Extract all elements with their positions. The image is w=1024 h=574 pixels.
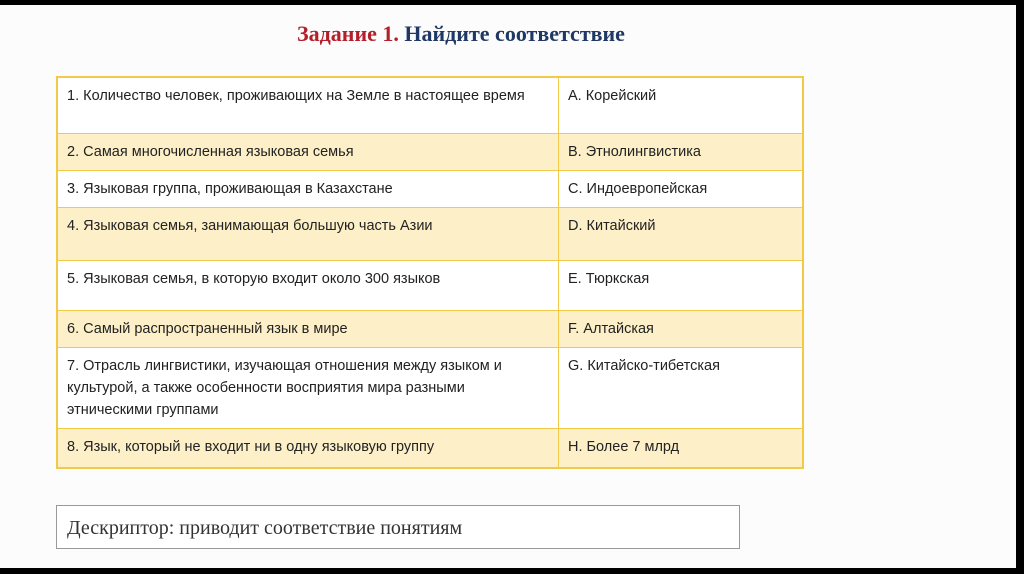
question-cell: 5. Языковая семья, в которую входит около 300 языков xyxy=(57,260,559,310)
question-cell: 4. Языковая семья, занимающая большую часть Азии xyxy=(57,207,559,260)
table-row xyxy=(57,428,803,468)
question-cell: 1. Количество человек, проживающих на Земле в настоящее время xyxy=(57,77,559,133)
table-row xyxy=(57,77,803,133)
question-cell: 2. Самая многочисленная языковая семья xyxy=(57,133,559,170)
answer-cell: E. Тюркская xyxy=(559,260,804,310)
table-row xyxy=(57,310,803,347)
descriptor-box: Дескриптор: приводит соответствие понятиям xyxy=(56,505,740,549)
slide xyxy=(0,5,1016,568)
title-text: Найдите соответствие xyxy=(404,21,625,46)
table-row xyxy=(57,347,803,428)
table-row xyxy=(57,260,803,310)
title-prefix: Задание 1. xyxy=(297,21,399,46)
matching-table xyxy=(56,76,804,469)
answer-cell: B. Этнолингвистика xyxy=(559,133,804,170)
table-row xyxy=(57,170,803,207)
answer-cell: F. Алтайская xyxy=(559,310,804,347)
answer-cell: A. Корейский xyxy=(559,77,804,133)
question-cell: 7. Отрасль лингвистики, изучающая отношения между языком и культурой, а также особенности восприятия мира разными этническими группами xyxy=(57,347,559,428)
answer-cell: C. Индоевропейская xyxy=(559,170,804,207)
answer-cell: G. Китайско-тибетская xyxy=(559,347,804,428)
question-cell: 3. Языковая группа, проживающая в Казахстане xyxy=(57,170,559,207)
page-title xyxy=(0,21,922,47)
question-cell: 8. Язык, который не входит ни в одну языковую группу xyxy=(57,428,559,468)
answer-cell: H. Более 7 млрд xyxy=(559,428,804,468)
answer-cell: D. Китайский xyxy=(559,207,804,260)
table-row xyxy=(57,207,803,260)
question-cell: 6. Самый распространенный язык в мире xyxy=(57,310,559,347)
table-row xyxy=(57,133,803,170)
